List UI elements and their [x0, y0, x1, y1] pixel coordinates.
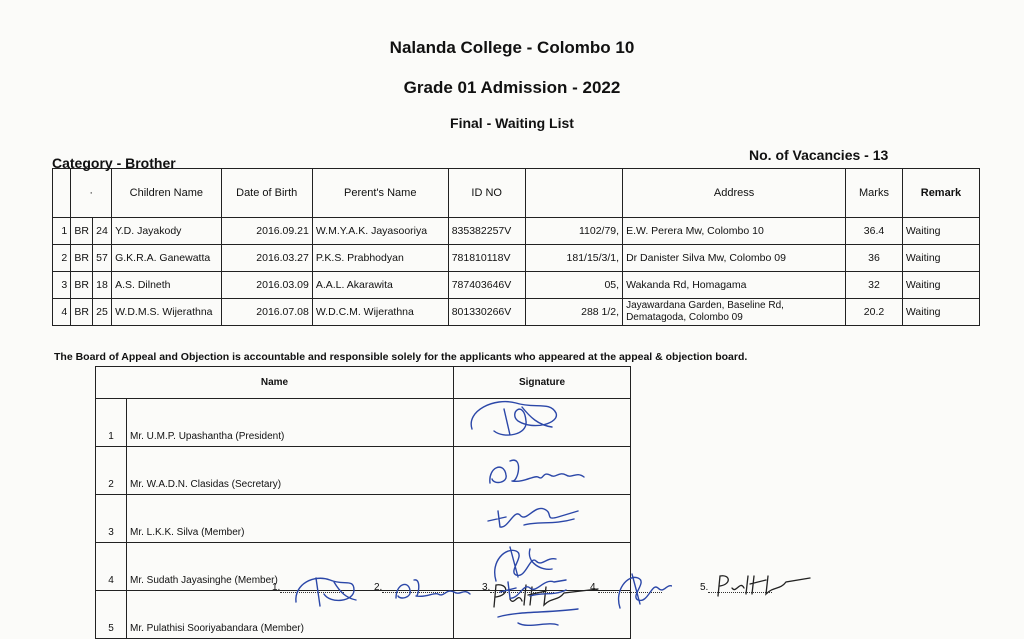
row-address-number: 181/15/3/1,: [525, 245, 622, 272]
row-ref: 24: [93, 218, 112, 245]
table-row: [53, 299, 980, 326]
bottom-signature-mark-4: [612, 568, 672, 612]
row-child-name: G.K.R.A. Ganewatta: [112, 245, 222, 272]
member-signature: [454, 447, 631, 495]
board-row: [96, 447, 631, 495]
table-row: [53, 218, 980, 245]
row-id: 787403646V: [448, 272, 525, 299]
row-address-number: 05,: [525, 272, 622, 299]
row-child-name: Y.D. Jayakody: [112, 218, 222, 245]
row-id: 781810118V: [448, 245, 525, 272]
member-no: 1: [96, 399, 127, 447]
row-ref: 57: [93, 245, 112, 272]
row-address: Dr Danister Silva Mw, Colombo 09: [623, 245, 846, 272]
row-child-name: A.S. Dilneth: [112, 272, 222, 299]
board-note: The Board of Appeal and Objection is accountable and responsible solely for the applicants who appeared at the appeal & objection board.: [54, 351, 748, 363]
school-title: Nalanda College - Colombo 10: [389, 38, 635, 57]
bottom-signature-mark-2: [392, 574, 472, 604]
member-name: Mr. Pulathisi Sooriyabandara (Member): [127, 591, 454, 639]
header-children-name: Children Name: [112, 169, 222, 218]
table-row: [53, 245, 980, 272]
row-parent-name: P.K.S. Prabhodyan: [312, 245, 448, 272]
signature-mark: [484, 499, 584, 535]
row-address: Jayawardana Garden, Baseline Rd, Dematagoda, Colombo 09: [623, 299, 846, 326]
row-parent-name: A.A.L. Akarawita: [312, 272, 448, 299]
header-remark: Remark: [902, 169, 979, 218]
table-row: [53, 272, 980, 299]
row-address-number: 1102/79,: [525, 218, 622, 245]
member-no: 3: [96, 495, 127, 543]
header-address: Address: [623, 169, 846, 218]
admission-title: Grade 01 Admission - 2022: [403, 78, 621, 97]
member-signature: [454, 495, 631, 543]
row-remark: Waiting: [902, 218, 979, 245]
row-child-name: W.D.M.S. Wijerathna: [112, 299, 222, 326]
category-label: Category - Brother: [52, 155, 176, 171]
row-id: 835382257V: [448, 218, 525, 245]
row-no: 3: [53, 272, 71, 299]
bottom-signature-number: 4.: [590, 582, 599, 593]
bottom-signature-number: 2.: [374, 582, 383, 593]
member-no: 5: [96, 591, 127, 639]
row-category-code: BR: [71, 245, 93, 272]
signature-mark: [484, 453, 594, 489]
header-id-no: ID NO: [448, 169, 525, 218]
row-marks: 32: [846, 272, 903, 299]
list-title: Final - Waiting List: [450, 115, 574, 131]
row-address: E.W. Perera Mw, Colombo 10: [623, 218, 846, 245]
row-address: Wakanda Rd, Homagama: [623, 272, 846, 299]
header-dot: ·: [71, 169, 112, 218]
header-dob: Date of Birth: [221, 169, 312, 218]
member-name: Mr. U.M.P. Upashantha (President): [127, 399, 454, 447]
row-address-number: 288 1/2,: [525, 299, 622, 326]
row-marks: 36: [846, 245, 903, 272]
board-header-name: Name: [96, 367, 454, 399]
member-name: Mr. L.K.K. Silva (Member): [127, 495, 454, 543]
vacancies-label: No. of Vacancies - 13: [749, 147, 889, 163]
header-address-number: [525, 169, 622, 218]
row-ref: 18: [93, 272, 112, 299]
bottom-signature-number: 1.: [272, 582, 281, 593]
waiting-list-table: [52, 168, 980, 326]
bottom-signature-number: 5.: [700, 582, 709, 593]
bottom-signature-number: 3.: [482, 582, 491, 593]
row-dob: 2016.09.21: [221, 218, 312, 245]
row-parent-name: W.M.Y.A.K. Jayasooriya: [312, 218, 448, 245]
member-name: Mr. Sudath Jayasinghe (Member): [127, 543, 454, 591]
row-dob: 2016.07.08: [221, 299, 312, 326]
row-marks: 36.4: [846, 218, 903, 245]
board-row: [96, 495, 631, 543]
row-no: 2: [53, 245, 71, 272]
header-parent-name: Perent's Name: [312, 169, 448, 218]
table-header-row: [53, 169, 980, 218]
member-no: 2: [96, 447, 127, 495]
row-parent-name: W.D.C.M. Wijerathna: [312, 299, 448, 326]
member-signature: [454, 399, 631, 447]
board-row: [96, 399, 631, 447]
row-remark: Waiting: [902, 272, 979, 299]
signature-mark: [464, 391, 564, 443]
header-marks: Marks: [846, 169, 903, 218]
bottom-signature-mark-5: [714, 570, 814, 604]
row-category-code: BR: [71, 299, 93, 326]
row-no: 1: [53, 218, 71, 245]
row-id: 801330266V: [448, 299, 525, 326]
bottom-signature-mark-3: [496, 574, 568, 604]
header-no: [53, 169, 71, 218]
member-name: Mr. W.A.D.N. Clasidas (Secretary): [127, 447, 454, 495]
row-ref: 25: [93, 299, 112, 326]
row-no: 4: [53, 299, 71, 326]
board-header-signature: Signature: [454, 367, 631, 399]
row-remark: Waiting: [902, 299, 979, 326]
member-no: 4: [96, 543, 127, 591]
row-marks: 20.2: [846, 299, 903, 326]
row-dob: 2016.03.09: [221, 272, 312, 299]
row-category-code: BR: [71, 218, 93, 245]
row-remark: Waiting: [902, 245, 979, 272]
row-dob: 2016.03.27: [221, 245, 312, 272]
row-category-code: BR: [71, 272, 93, 299]
bottom-signature-mark-1: [290, 568, 360, 610]
